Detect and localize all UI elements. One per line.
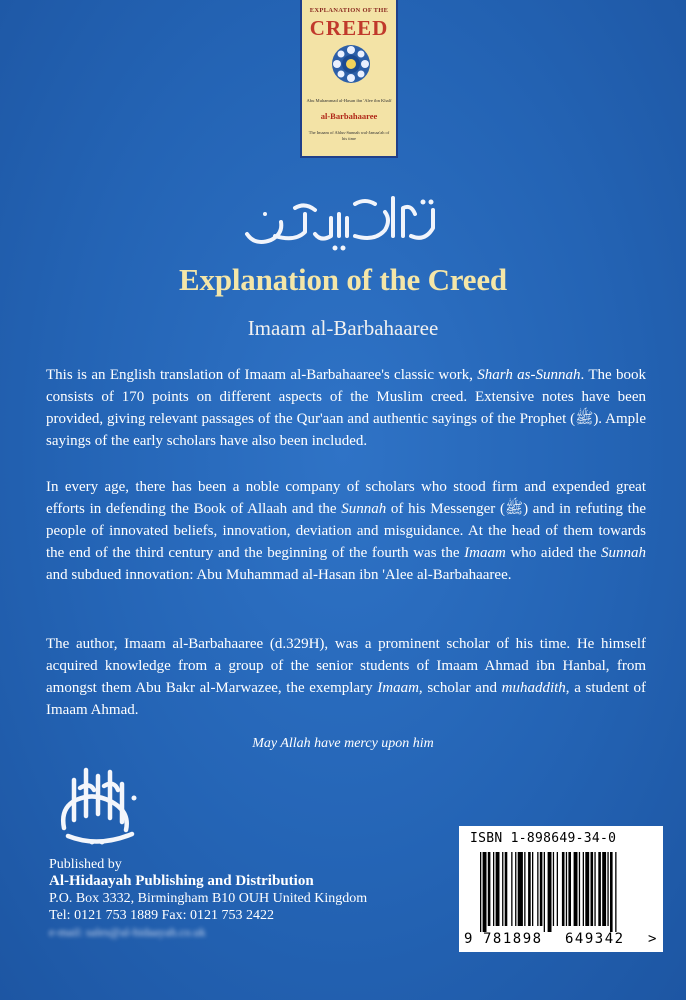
barcode-bar	[598, 852, 601, 926]
ean-first-digit: 9	[464, 931, 473, 947]
isbn-label: ISBN 1-898649-34-0	[470, 831, 617, 846]
publisher-phone: Tel: 0121 753 1889 Fax: 0121 753 2422	[49, 908, 274, 923]
barcode-bar	[583, 852, 584, 926]
barcode-bar	[566, 852, 567, 926]
thumbnail-author-full: Abu Muhammad al-Hasan ibn 'Alee ibn Khalf	[306, 98, 392, 103]
italic-term: muhaddith	[501, 680, 566, 696]
barcode-bar	[511, 852, 512, 926]
italic-term: Imaam	[464, 545, 506, 561]
barcode-bar	[528, 852, 531, 926]
barcode-bar	[532, 852, 533, 926]
barcode-bar	[496, 852, 500, 926]
thumbnail-line1: EXPLANATION OF THE	[309, 7, 389, 14]
italic-term: Sharh as-Sunnah	[477, 367, 581, 383]
italic-term: Imaam	[377, 680, 419, 696]
barcode-bar	[518, 852, 523, 926]
barcode-bar	[574, 852, 578, 926]
ean-right-group: 649342	[565, 931, 625, 947]
barcode-bar	[553, 852, 554, 926]
rosette-icon	[331, 44, 371, 84]
description-paragraph-3: The author, Imaam al-Barbahaaree (d.329H), was a prominent scholar of his time. He himself acquired knowledge from a group of the senior students of Imaam Ahmad ibn Hanbal, from amongst them Abu Bakr al-Marwazee, the exemplary Imaam, scholar and muhaddith, a student of Imaam Ahmad.	[46, 636, 647, 718]
ean-left-group: 781898	[483, 931, 543, 947]
barcode-bar	[480, 852, 481, 932]
publisher-block	[49, 856, 367, 941]
ean-end-mark: >	[648, 931, 657, 947]
description-paragraph-2: In every age, there has been a noble company of scholars who stood firm and expended great efforts in defending the Book of Allaah and the Sunnah of his Messenger (ﷺ) and in refuting the people of innovated beliefs, innovation, deviation and misguidance. At the head of them towards the end of the third century and the beginning of the fourth was the Imaam who aided the Sunnah and subdued innovation: Abu Muhammad al-Hasan ibn 'Alee al-Barbahaaree.	[46, 479, 647, 583]
barcode-bar	[505, 852, 508, 926]
publisher-logo-icon	[50, 758, 146, 850]
publisher-name: Al-Hidaayah Publishing and Distribution	[49, 873, 314, 889]
barcode-bar	[540, 852, 543, 926]
barcode-bar	[544, 852, 545, 932]
arabic-title-calligraphy-icon	[235, 184, 445, 258]
barcode-bar	[607, 852, 608, 926]
italic-term: Sunnah	[601, 545, 647, 561]
barcode-bar	[493, 852, 494, 926]
barcode-bar	[610, 852, 613, 932]
book-title: Explanation of the Creed	[179, 262, 507, 297]
front-cover-thumbnail	[300, 0, 398, 158]
barcode-bar	[537, 852, 538, 926]
barcode-bar	[548, 852, 552, 932]
publisher-address: P.O. Box 3332, Birmingham B10 OUH United Kingdom	[49, 891, 368, 906]
barcode-bar	[602, 852, 606, 926]
barcode-bar	[488, 852, 491, 926]
barcode-bar	[568, 852, 571, 926]
barcode-bar	[615, 852, 616, 932]
thumbnail-creed: CREED	[309, 16, 389, 40]
published-by-label: Published by	[49, 857, 122, 872]
italic-term: Sunnah	[341, 501, 387, 517]
thumbnail-subtitle: The Imaam of Ahlus-Sunnah wal-Jamaa'ah of his time	[308, 130, 390, 141]
publisher-email: e-mail: sales@al-hidaayah.co.uk	[49, 925, 206, 939]
mercy-supplication: May Allah have mercy upon him	[252, 736, 434, 751]
book-author: Imaam al-Barbahaaree	[247, 316, 439, 340]
thumbnail-author: al-Barbahaaree	[320, 111, 378, 121]
barcode-bar	[562, 852, 565, 926]
barcode-bar	[579, 852, 580, 926]
isbn-barcode-box	[459, 826, 663, 952]
barcode-bar	[557, 852, 558, 926]
barcode-bar	[515, 852, 516, 926]
barcode-bar	[591, 852, 594, 926]
description-paragraph-1: This is an English translation of Imaam al-Barbahaaree's classic work, Sharh as-Sunnah. The book consists of 170 points on different aspects of the Muslim creed. Extensive notes have been provided, giving relevant passages of the Qur'aan and authentic sayings of the Prophet (ﷺ). Ample sayings of the early scholars have also been included.	[46, 367, 646, 449]
barcode-bar	[594, 852, 595, 926]
barcode-bar	[502, 852, 503, 926]
barcode-bar	[585, 852, 589, 926]
barcode-bar	[524, 852, 525, 926]
barcode-bar	[483, 852, 487, 932]
